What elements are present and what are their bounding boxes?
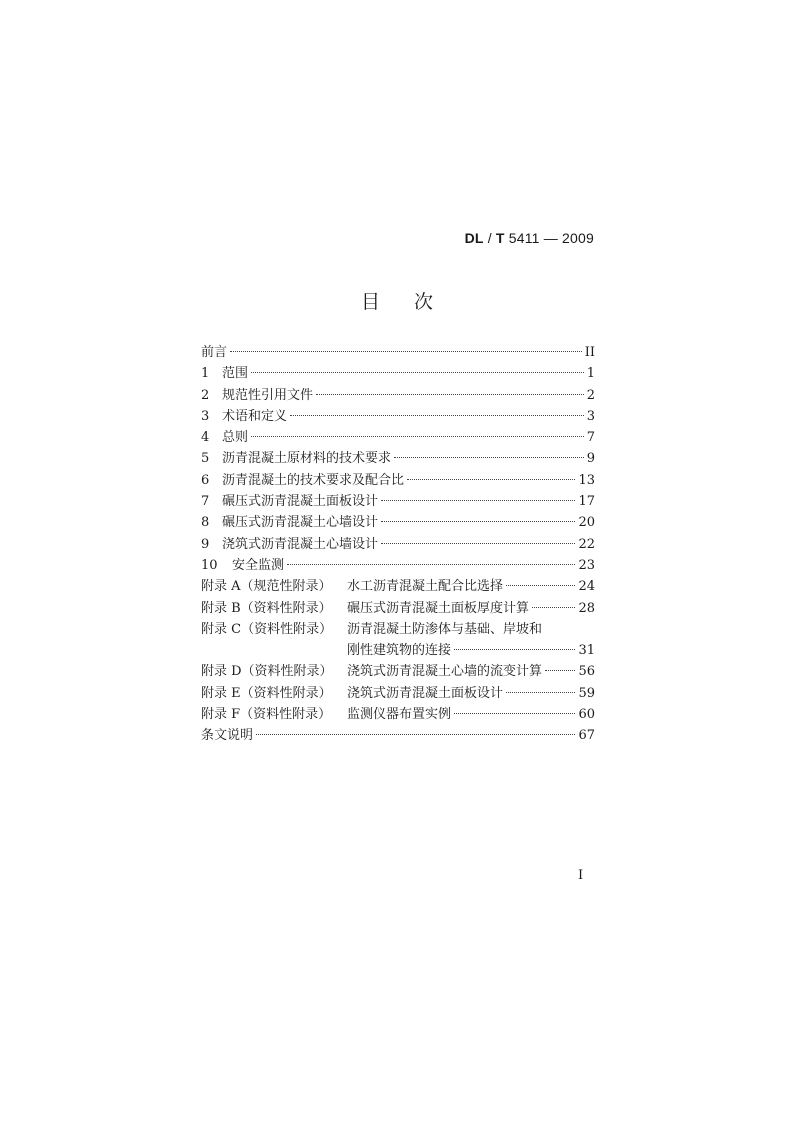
toc-entry[interactable]	[201, 598, 595, 619]
toc-dot-leader	[381, 521, 575, 522]
toc-label: 安全监测	[232, 557, 285, 573]
toc-entry[interactable]	[201, 427, 595, 448]
toc-page-number: 2	[586, 387, 595, 403]
standard-code-number: 5411 — 2009	[504, 230, 594, 246]
toc-number: 4	[201, 430, 210, 446]
toc-label: 碾压式沥青混凝土面板设计	[222, 494, 379, 510]
toc-dot-leader	[506, 692, 575, 693]
toc-label: 总则	[222, 430, 249, 446]
toc-entry[interactable]	[201, 704, 595, 725]
table-of-contents	[201, 342, 595, 747]
toc-entry[interactable]	[201, 406, 595, 427]
toc-dot-leader	[290, 415, 584, 416]
toc-entry[interactable]	[201, 683, 595, 704]
page-title-char-2: 次	[414, 291, 434, 313]
toc-label: 沥青混凝土原材料的技术要求	[222, 451, 392, 467]
toc-entry[interactable]	[201, 512, 595, 533]
toc-page-number: 20	[578, 515, 595, 531]
toc-dot-leader	[381, 543, 575, 544]
toc-entry[interactable]	[201, 555, 595, 576]
toc-entry[interactable]	[201, 363, 595, 384]
standard-code	[465, 230, 594, 246]
toc-entry[interactable]	[201, 385, 595, 406]
toc-dot-leader	[545, 670, 575, 671]
toc-entry[interactable]	[201, 576, 595, 597]
toc-page-number: 3	[586, 408, 595, 424]
toc-label: 范围	[222, 366, 249, 382]
toc-page-number: 24	[578, 579, 595, 595]
toc-dot-leader	[287, 564, 575, 565]
toc-entry-continuation[interactable]	[201, 640, 595, 661]
toc-page-number: 7	[586, 430, 595, 446]
toc-label: 浇筑式沥青混凝土面板设计	[347, 685, 504, 701]
toc-dot-leader	[251, 372, 584, 373]
toc-label: 碾压式沥青混凝土面板厚度计算	[347, 600, 530, 616]
toc-dot-leader	[454, 649, 575, 650]
toc-dot-leader	[381, 500, 575, 501]
toc-dot-leader	[407, 479, 575, 480]
toc-entry[interactable]	[201, 342, 595, 363]
toc-appendix-tag: 附录 B（资料性附录）	[201, 600, 332, 616]
standard-code-prefix: DL	[464, 230, 484, 246]
toc-dot-leader	[532, 607, 575, 608]
toc-dot-leader	[394, 457, 584, 458]
toc-page-number: 60	[578, 707, 595, 723]
toc-page-number: 28	[578, 600, 595, 616]
toc-label: 规范性引用文件	[222, 387, 314, 403]
toc-label: 监测仪器布置实例	[347, 707, 452, 723]
toc-appendix-tag: 附录 D（资料性附录）	[201, 664, 333, 680]
toc-page-number: 13	[578, 472, 595, 488]
toc-label: 前言	[201, 345, 228, 360]
toc-label: 浇筑式沥青混凝土心墙的流变计算	[347, 664, 543, 680]
toc-number: 1	[201, 366, 210, 382]
toc-dot-leader	[316, 394, 584, 395]
toc-number: 7	[201, 494, 210, 510]
standard-code-type: T	[495, 230, 505, 246]
toc-page-number: 23	[578, 557, 595, 573]
toc-page-number: 56	[578, 664, 595, 680]
page-title-char-1: 目	[360, 291, 380, 313]
toc-page-number: 31	[578, 643, 595, 659]
toc-label: 术语和定义	[222, 408, 288, 424]
toc-appendix-tag: 附录 E（资料性附录）	[201, 685, 332, 701]
toc-page-number: 1	[586, 366, 595, 382]
toc-entry[interactable]	[201, 619, 595, 640]
toc-dot-leader	[230, 351, 582, 352]
toc-appendix-tag: 附录 F（资料性附录）	[201, 707, 332, 723]
page-folio: I	[578, 868, 584, 883]
toc-entry[interactable]	[201, 725, 595, 746]
toc-appendix-tag: 附录 A（规范性附录）	[201, 579, 332, 595]
toc-page-number: 59	[578, 685, 595, 701]
standard-code-separator: /	[483, 230, 496, 246]
page-title	[0, 287, 794, 314]
toc-number: 5	[201, 451, 210, 467]
toc-label: 条文说明	[201, 728, 254, 744]
toc-page-number: 22	[578, 536, 595, 552]
toc-number: 9	[201, 536, 210, 552]
toc-page-number: 17	[578, 494, 595, 510]
toc-label: 水工沥青混凝土配合比选择	[347, 579, 504, 595]
toc-entry[interactable]	[201, 491, 595, 512]
toc-page-number: 67	[578, 728, 595, 744]
toc-dot-leader	[251, 436, 584, 437]
toc-number: 3	[201, 408, 210, 424]
toc-number: 8	[201, 515, 210, 531]
toc-dot-leader	[506, 585, 575, 586]
toc-label: 碾压式沥青混凝土心墙设计	[222, 515, 379, 531]
toc-appendix-tag: 附录 C（资料性附录）	[201, 621, 333, 637]
toc-number: 6	[201, 472, 210, 488]
toc-number: 10	[201, 557, 218, 573]
toc-label: 浇筑式沥青混凝土心墙设计	[222, 536, 379, 552]
toc-number: 2	[201, 387, 210, 403]
toc-dot-leader	[256, 734, 575, 735]
toc-entry[interactable]	[201, 534, 595, 555]
toc-page-number: 9	[586, 451, 595, 467]
toc-label: 沥青混凝土的技术要求及配合比	[222, 472, 405, 488]
toc-page-number: II	[584, 345, 595, 360]
toc-entry[interactable]	[201, 470, 595, 491]
toc-entry[interactable]	[201, 661, 595, 682]
toc-label: 沥青混凝土防渗体与基础、岸坡和	[347, 621, 543, 637]
toc-dot-leader	[454, 713, 575, 714]
toc-entry[interactable]	[201, 448, 595, 469]
toc-label-continued: 刚性建筑物的连接	[347, 643, 452, 659]
